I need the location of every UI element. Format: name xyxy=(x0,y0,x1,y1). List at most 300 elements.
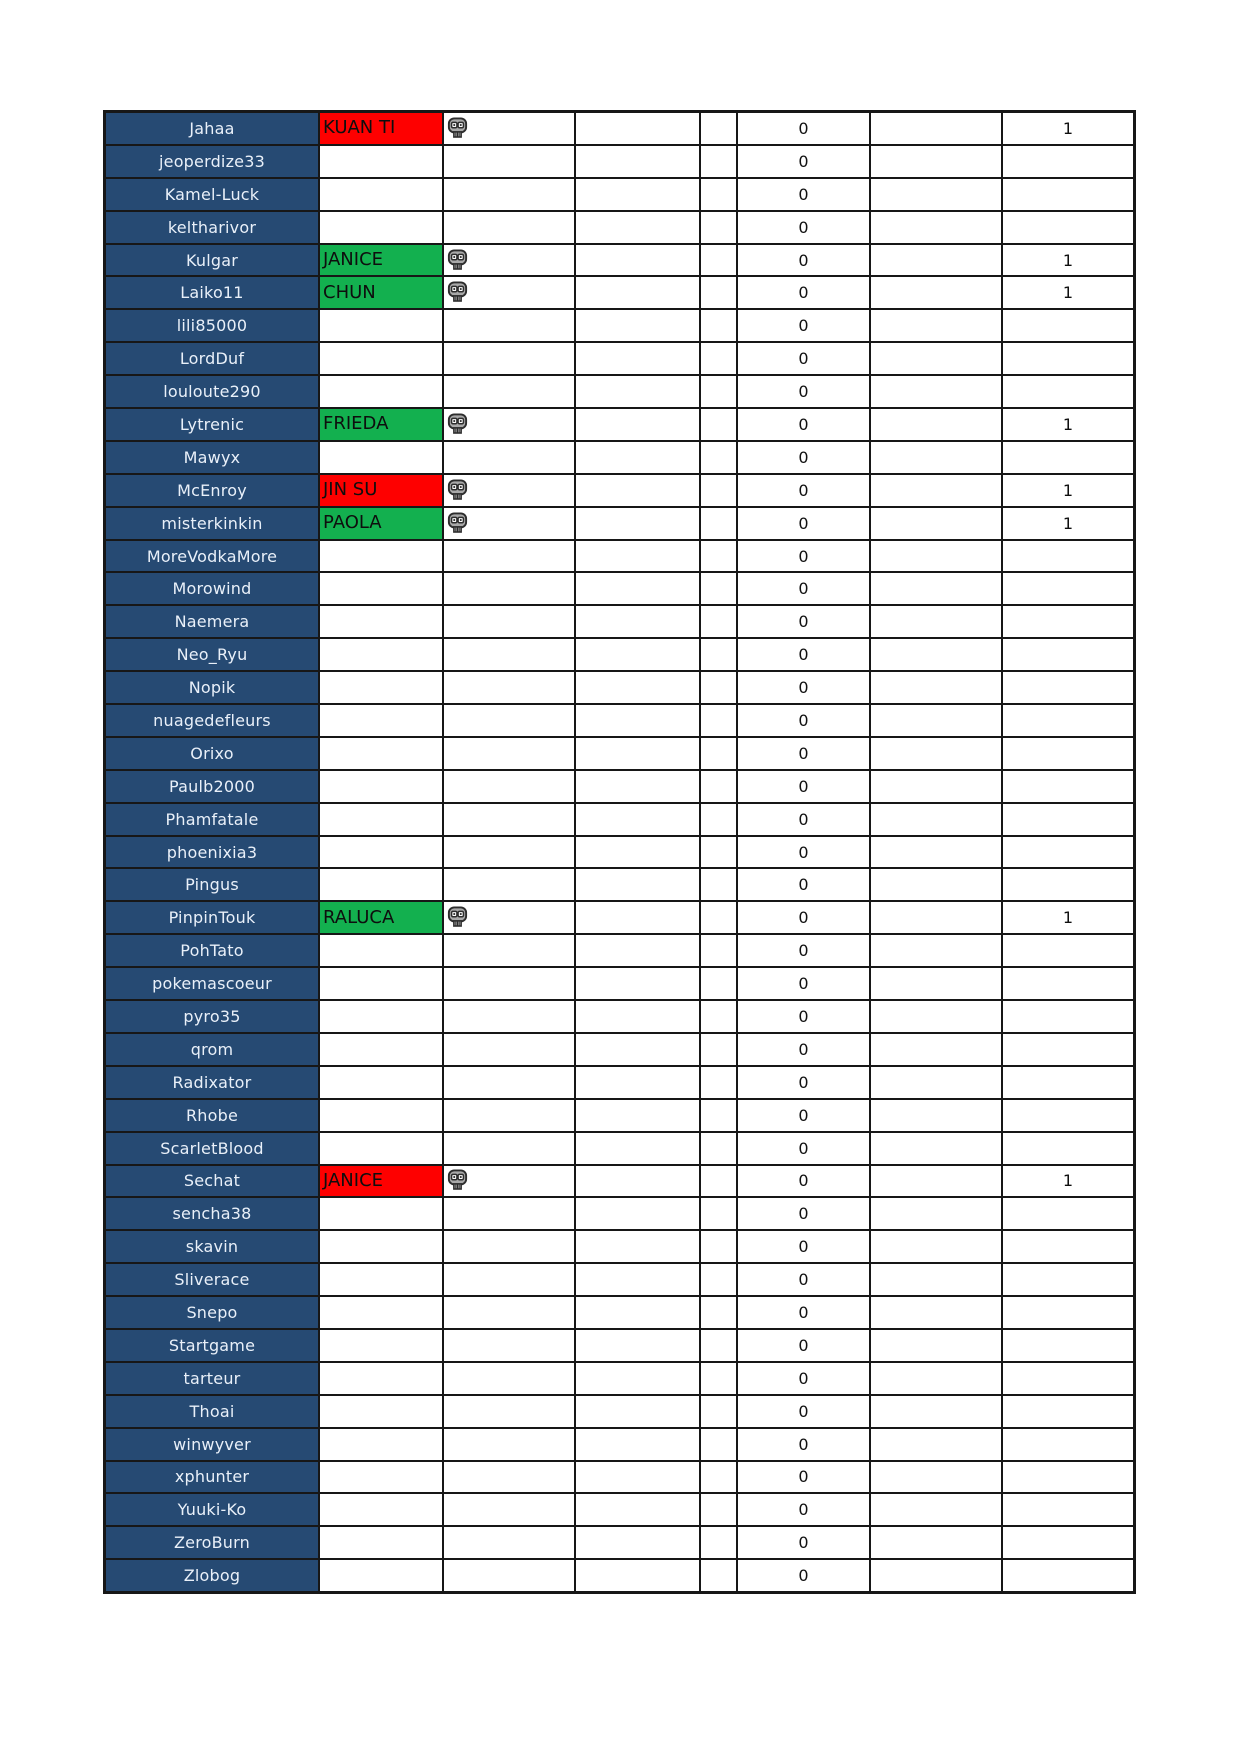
blank-cell-b[interactable] xyxy=(870,1263,1002,1296)
blank-cell-a[interactable] xyxy=(575,1395,700,1428)
blank-cell-a[interactable] xyxy=(575,836,700,869)
skull-cell[interactable] xyxy=(443,112,575,145)
skull-cell[interactable] xyxy=(443,1066,575,1099)
blank-cell-b[interactable] xyxy=(870,803,1002,836)
zero-count-cell[interactable]: 0 xyxy=(737,1165,870,1198)
one-count-cell[interactable] xyxy=(1002,671,1134,704)
blank-cell-a[interactable] xyxy=(575,441,700,474)
blank-cell-b[interactable] xyxy=(870,441,1002,474)
zero-count-cell[interactable]: 0 xyxy=(737,1099,870,1132)
assigned-tag-cell[interactable] xyxy=(319,671,443,704)
one-count-cell[interactable] xyxy=(1002,1395,1134,1428)
skull-cell[interactable] xyxy=(443,967,575,1000)
blank-cell-narrow[interactable] xyxy=(700,507,737,540)
zero-count-cell[interactable]: 0 xyxy=(737,1000,870,1033)
blank-cell-a[interactable] xyxy=(575,1033,700,1066)
blank-cell-narrow[interactable] xyxy=(700,375,737,408)
blank-cell-b[interactable] xyxy=(870,1526,1002,1559)
blank-cell-a[interactable] xyxy=(575,1263,700,1296)
one-count-cell[interactable] xyxy=(1002,178,1134,211)
blank-cell-b[interactable] xyxy=(870,836,1002,869)
assigned-tag-cell[interactable]: JANICE xyxy=(319,1165,443,1198)
blank-cell-b[interactable] xyxy=(870,572,1002,605)
blank-cell-a[interactable] xyxy=(575,901,700,934)
one-count-cell[interactable] xyxy=(1002,540,1134,573)
one-count-cell[interactable]: 1 xyxy=(1002,507,1134,540)
blank-cell-b[interactable] xyxy=(870,1362,1002,1395)
assigned-tag-cell[interactable]: FRIEDA xyxy=(319,408,443,441)
player-name-cell[interactable]: Radixator xyxy=(105,1066,319,1099)
player-name-cell[interactable]: PohTato xyxy=(105,934,319,967)
zero-count-cell[interactable]: 0 xyxy=(737,967,870,1000)
zero-count-cell[interactable]: 0 xyxy=(737,1395,870,1428)
blank-cell-b[interactable] xyxy=(870,1493,1002,1526)
blank-cell-narrow[interactable] xyxy=(700,1197,737,1230)
one-count-cell[interactable] xyxy=(1002,342,1134,375)
player-name-cell[interactable]: McEnroy xyxy=(105,474,319,507)
blank-cell-narrow[interactable] xyxy=(700,868,737,901)
blank-cell-b[interactable] xyxy=(870,1329,1002,1362)
assigned-tag-cell[interactable] xyxy=(319,704,443,737)
skull-cell[interactable] xyxy=(443,605,575,638)
zero-count-cell[interactable]: 0 xyxy=(737,1197,870,1230)
zero-count-cell[interactable]: 0 xyxy=(737,737,870,770)
skull-cell[interactable] xyxy=(443,441,575,474)
zero-count-cell[interactable]: 0 xyxy=(737,342,870,375)
assigned-tag-cell[interactable]: JIN SU xyxy=(319,474,443,507)
one-count-cell[interactable] xyxy=(1002,1526,1134,1559)
player-name-cell[interactable]: Morowind xyxy=(105,572,319,605)
zero-count-cell[interactable]: 0 xyxy=(737,1066,870,1099)
player-name-cell[interactable]: tarteur xyxy=(105,1362,319,1395)
zero-count-cell[interactable]: 0 xyxy=(737,1428,870,1461)
blank-cell-b[interactable] xyxy=(870,408,1002,441)
blank-cell-a[interactable] xyxy=(575,1493,700,1526)
blank-cell-a[interactable] xyxy=(575,1526,700,1559)
player-name-cell[interactable]: Laiko11 xyxy=(105,276,319,309)
assigned-tag-cell[interactable] xyxy=(319,309,443,342)
blank-cell-b[interactable] xyxy=(870,1165,1002,1198)
zero-count-cell[interactable]: 0 xyxy=(737,1362,870,1395)
skull-cell[interactable] xyxy=(443,803,575,836)
player-name-cell[interactable]: sencha38 xyxy=(105,1197,319,1230)
player-name-cell[interactable]: PinpinTouk xyxy=(105,901,319,934)
one-count-cell[interactable] xyxy=(1002,441,1134,474)
zero-count-cell[interactable]: 0 xyxy=(737,770,870,803)
blank-cell-b[interactable] xyxy=(870,1461,1002,1494)
blank-cell-a[interactable] xyxy=(575,211,700,244)
player-name-cell[interactable]: Kulgar xyxy=(105,244,319,277)
assigned-tag-cell[interactable] xyxy=(319,1230,443,1263)
assigned-tag-cell[interactable] xyxy=(319,441,443,474)
blank-cell-b[interactable] xyxy=(870,1132,1002,1165)
skull-cell[interactable] xyxy=(443,1263,575,1296)
skull-cell[interactable] xyxy=(443,934,575,967)
zero-count-cell[interactable]: 0 xyxy=(737,1526,870,1559)
skull-cell[interactable] xyxy=(443,836,575,869)
blank-cell-a[interactable] xyxy=(575,244,700,277)
blank-cell-narrow[interactable] xyxy=(700,244,737,277)
assigned-tag-cell[interactable] xyxy=(319,737,443,770)
blank-cell-a[interactable] xyxy=(575,1362,700,1395)
skull-cell[interactable] xyxy=(443,737,575,770)
assigned-tag-cell[interactable]: CHUN xyxy=(319,276,443,309)
one-count-cell[interactable] xyxy=(1002,1132,1134,1165)
blank-cell-b[interactable] xyxy=(870,276,1002,309)
blank-cell-narrow[interactable] xyxy=(700,671,737,704)
player-name-cell[interactable]: Sliverace xyxy=(105,1263,319,1296)
assigned-tag-cell[interactable] xyxy=(319,1493,443,1526)
skull-cell[interactable] xyxy=(443,868,575,901)
zero-count-cell[interactable]: 0 xyxy=(737,178,870,211)
zero-count-cell[interactable]: 0 xyxy=(737,309,870,342)
assigned-tag-cell[interactable] xyxy=(319,638,443,671)
blank-cell-b[interactable] xyxy=(870,1033,1002,1066)
player-name-cell[interactable]: lili85000 xyxy=(105,309,319,342)
player-name-cell[interactable]: Orixo xyxy=(105,737,319,770)
player-name-cell[interactable]: qrom xyxy=(105,1033,319,1066)
one-count-cell[interactable] xyxy=(1002,145,1134,178)
skull-cell[interactable] xyxy=(443,540,575,573)
assigned-tag-cell[interactable] xyxy=(319,1395,443,1428)
player-name-cell[interactable]: Rhobe xyxy=(105,1099,319,1132)
one-count-cell[interactable] xyxy=(1002,211,1134,244)
blank-cell-narrow[interactable] xyxy=(700,770,737,803)
one-count-cell[interactable]: 1 xyxy=(1002,244,1134,277)
skull-cell[interactable] xyxy=(443,1165,575,1198)
blank-cell-narrow[interactable] xyxy=(700,1165,737,1198)
blank-cell-a[interactable] xyxy=(575,1165,700,1198)
blank-cell-narrow[interactable] xyxy=(700,309,737,342)
blank-cell-narrow[interactable] xyxy=(700,1428,737,1461)
blank-cell-narrow[interactable] xyxy=(700,441,737,474)
blank-cell-b[interactable] xyxy=(870,244,1002,277)
assigned-tag-cell[interactable] xyxy=(319,605,443,638)
zero-count-cell[interactable]: 0 xyxy=(737,244,870,277)
zero-count-cell[interactable]: 0 xyxy=(737,408,870,441)
blank-cell-b[interactable] xyxy=(870,605,1002,638)
player-name-cell[interactable]: LordDuf xyxy=(105,342,319,375)
one-count-cell[interactable]: 1 xyxy=(1002,1165,1134,1198)
skull-cell[interactable] xyxy=(443,638,575,671)
blank-cell-b[interactable] xyxy=(870,737,1002,770)
blank-cell-narrow[interactable] xyxy=(700,276,737,309)
zero-count-cell[interactable]: 0 xyxy=(737,1230,870,1263)
zero-count-cell[interactable]: 0 xyxy=(737,803,870,836)
zero-count-cell[interactable]: 0 xyxy=(737,1132,870,1165)
skull-cell[interactable] xyxy=(443,474,575,507)
blank-cell-a[interactable] xyxy=(575,375,700,408)
skull-cell[interactable] xyxy=(443,572,575,605)
one-count-cell[interactable] xyxy=(1002,309,1134,342)
skull-cell[interactable] xyxy=(443,276,575,309)
one-count-cell[interactable] xyxy=(1002,1230,1134,1263)
blank-cell-a[interactable] xyxy=(575,145,700,178)
zero-count-cell[interactable]: 0 xyxy=(737,1559,870,1592)
blank-cell-a[interactable] xyxy=(575,671,700,704)
blank-cell-narrow[interactable] xyxy=(700,342,737,375)
zero-count-cell[interactable]: 0 xyxy=(737,934,870,967)
blank-cell-narrow[interactable] xyxy=(700,1230,737,1263)
blank-cell-narrow[interactable] xyxy=(700,572,737,605)
one-count-cell[interactable] xyxy=(1002,605,1134,638)
blank-cell-narrow[interactable] xyxy=(700,1461,737,1494)
one-count-cell[interactable] xyxy=(1002,572,1134,605)
blank-cell-narrow[interactable] xyxy=(700,1329,737,1362)
zero-count-cell[interactable]: 0 xyxy=(737,441,870,474)
blank-cell-narrow[interactable] xyxy=(700,1559,737,1592)
skull-cell[interactable] xyxy=(443,1395,575,1428)
zero-count-cell[interactable]: 0 xyxy=(737,836,870,869)
assigned-tag-cell[interactable] xyxy=(319,1329,443,1362)
skull-cell[interactable] xyxy=(443,507,575,540)
one-count-cell[interactable]: 1 xyxy=(1002,408,1134,441)
skull-cell[interactable] xyxy=(443,1493,575,1526)
blank-cell-a[interactable] xyxy=(575,178,700,211)
skull-cell[interactable] xyxy=(443,145,575,178)
assigned-tag-cell[interactable] xyxy=(319,1033,443,1066)
blank-cell-b[interactable] xyxy=(870,901,1002,934)
one-count-cell[interactable] xyxy=(1002,1000,1134,1033)
blank-cell-narrow[interactable] xyxy=(700,934,737,967)
blank-cell-a[interactable] xyxy=(575,1197,700,1230)
blank-cell-a[interactable] xyxy=(575,1428,700,1461)
blank-cell-narrow[interactable] xyxy=(700,1099,737,1132)
skull-cell[interactable] xyxy=(443,770,575,803)
zero-count-cell[interactable]: 0 xyxy=(737,474,870,507)
blank-cell-a[interactable] xyxy=(575,309,700,342)
blank-cell-a[interactable] xyxy=(575,737,700,770)
blank-cell-a[interactable] xyxy=(575,770,700,803)
player-name-cell[interactable]: Phamfatale xyxy=(105,803,319,836)
skull-cell[interactable] xyxy=(443,901,575,934)
assigned-tag-cell[interactable] xyxy=(319,836,443,869)
blank-cell-b[interactable] xyxy=(870,342,1002,375)
player-name-cell[interactable]: Startgame xyxy=(105,1329,319,1362)
player-name-cell[interactable]: Yuuki-Ko xyxy=(105,1493,319,1526)
one-count-cell[interactable] xyxy=(1002,1362,1134,1395)
zero-count-cell[interactable]: 0 xyxy=(737,1493,870,1526)
skull-cell[interactable] xyxy=(443,375,575,408)
assigned-tag-cell[interactable] xyxy=(319,572,443,605)
blank-cell-a[interactable] xyxy=(575,408,700,441)
skull-cell[interactable] xyxy=(443,1526,575,1559)
blank-cell-a[interactable] xyxy=(575,1230,700,1263)
blank-cell-b[interactable] xyxy=(870,1230,1002,1263)
one-count-cell[interactable] xyxy=(1002,1033,1134,1066)
skull-cell[interactable] xyxy=(443,1132,575,1165)
blank-cell-narrow[interactable] xyxy=(700,1296,737,1329)
skull-cell[interactable] xyxy=(443,1329,575,1362)
skull-cell[interactable] xyxy=(443,1559,575,1592)
assigned-tag-cell[interactable] xyxy=(319,1526,443,1559)
assigned-tag-cell[interactable] xyxy=(319,540,443,573)
blank-cell-narrow[interactable] xyxy=(700,474,737,507)
zero-count-cell[interactable]: 0 xyxy=(737,145,870,178)
assigned-tag-cell[interactable] xyxy=(319,1000,443,1033)
blank-cell-a[interactable] xyxy=(575,803,700,836)
assigned-tag-cell[interactable] xyxy=(319,178,443,211)
blank-cell-narrow[interactable] xyxy=(700,803,737,836)
blank-cell-narrow[interactable] xyxy=(700,967,737,1000)
assigned-tag-cell[interactable]: PAOLA xyxy=(319,507,443,540)
blank-cell-narrow[interactable] xyxy=(700,1263,737,1296)
blank-cell-a[interactable] xyxy=(575,540,700,573)
blank-cell-b[interactable] xyxy=(870,1066,1002,1099)
assigned-tag-cell[interactable] xyxy=(319,145,443,178)
assigned-tag-cell[interactable] xyxy=(319,1197,443,1230)
player-name-cell[interactable]: Neo_Ryu xyxy=(105,638,319,671)
zero-count-cell[interactable]: 0 xyxy=(737,540,870,573)
assigned-tag-cell[interactable]: RALUCA xyxy=(319,901,443,934)
player-name-cell[interactable]: Thoai xyxy=(105,1395,319,1428)
zero-count-cell[interactable]: 0 xyxy=(737,704,870,737)
player-name-cell[interactable]: pyro35 xyxy=(105,1000,319,1033)
assigned-tag-cell[interactable] xyxy=(319,1296,443,1329)
blank-cell-b[interactable] xyxy=(870,1197,1002,1230)
blank-cell-a[interactable] xyxy=(575,1132,700,1165)
player-name-cell[interactable]: winwyver xyxy=(105,1428,319,1461)
blank-cell-b[interactable] xyxy=(870,1559,1002,1592)
zero-count-cell[interactable]: 0 xyxy=(737,1033,870,1066)
skull-cell[interactable] xyxy=(443,178,575,211)
skull-cell[interactable] xyxy=(443,1296,575,1329)
blank-cell-b[interactable] xyxy=(870,375,1002,408)
blank-cell-a[interactable] xyxy=(575,1559,700,1592)
blank-cell-a[interactable] xyxy=(575,507,700,540)
one-count-cell[interactable] xyxy=(1002,1263,1134,1296)
skull-cell[interactable] xyxy=(443,1428,575,1461)
blank-cell-narrow[interactable] xyxy=(700,836,737,869)
one-count-cell[interactable] xyxy=(1002,967,1134,1000)
player-name-cell[interactable]: ScarletBlood xyxy=(105,1132,319,1165)
one-count-cell[interactable] xyxy=(1002,1461,1134,1494)
zero-count-cell[interactable]: 0 xyxy=(737,901,870,934)
one-count-cell[interactable] xyxy=(1002,1329,1134,1362)
assigned-tag-cell[interactable] xyxy=(319,211,443,244)
one-count-cell[interactable] xyxy=(1002,1493,1134,1526)
one-count-cell[interactable] xyxy=(1002,868,1134,901)
skull-cell[interactable] xyxy=(443,1461,575,1494)
one-count-cell[interactable] xyxy=(1002,934,1134,967)
assigned-tag-cell[interactable] xyxy=(319,803,443,836)
skull-cell[interactable] xyxy=(443,704,575,737)
blank-cell-narrow[interactable] xyxy=(700,737,737,770)
assigned-tag-cell[interactable] xyxy=(319,375,443,408)
player-name-cell[interactable]: keltharivor xyxy=(105,211,319,244)
blank-cell-a[interactable] xyxy=(575,704,700,737)
blank-cell-narrow[interactable] xyxy=(700,1526,737,1559)
assigned-tag-cell[interactable] xyxy=(319,1099,443,1132)
player-name-cell[interactable]: Sechat xyxy=(105,1165,319,1198)
blank-cell-a[interactable] xyxy=(575,342,700,375)
zero-count-cell[interactable]: 0 xyxy=(737,605,870,638)
blank-cell-narrow[interactable] xyxy=(700,704,737,737)
skull-cell[interactable] xyxy=(443,1099,575,1132)
one-count-cell[interactable] xyxy=(1002,1559,1134,1592)
blank-cell-a[interactable] xyxy=(575,474,700,507)
blank-cell-narrow[interactable] xyxy=(700,1132,737,1165)
blank-cell-b[interactable] xyxy=(870,112,1002,145)
assigned-tag-cell[interactable] xyxy=(319,934,443,967)
player-name-cell[interactable]: Kamel-Luck xyxy=(105,178,319,211)
blank-cell-a[interactable] xyxy=(575,967,700,1000)
blank-cell-b[interactable] xyxy=(870,540,1002,573)
player-name-cell[interactable]: MoreVodkaMore xyxy=(105,540,319,573)
player-name-cell[interactable]: nuagedefleurs xyxy=(105,704,319,737)
skull-cell[interactable] xyxy=(443,211,575,244)
blank-cell-a[interactable] xyxy=(575,572,700,605)
one-count-cell[interactable] xyxy=(1002,737,1134,770)
blank-cell-a[interactable] xyxy=(575,934,700,967)
skull-cell[interactable] xyxy=(443,1197,575,1230)
one-count-cell[interactable] xyxy=(1002,1099,1134,1132)
skull-cell[interactable] xyxy=(443,309,575,342)
one-count-cell[interactable] xyxy=(1002,638,1134,671)
blank-cell-a[interactable] xyxy=(575,638,700,671)
player-name-cell[interactable]: louloute290 xyxy=(105,375,319,408)
skull-cell[interactable] xyxy=(443,1230,575,1263)
zero-count-cell[interactable]: 0 xyxy=(737,375,870,408)
blank-cell-narrow[interactable] xyxy=(700,901,737,934)
skull-cell[interactable] xyxy=(443,671,575,704)
skull-cell[interactable] xyxy=(443,1000,575,1033)
blank-cell-narrow[interactable] xyxy=(700,1000,737,1033)
zero-count-cell[interactable]: 0 xyxy=(737,868,870,901)
blank-cell-b[interactable] xyxy=(870,1099,1002,1132)
blank-cell-b[interactable] xyxy=(870,1000,1002,1033)
assigned-tag-cell[interactable] xyxy=(319,1066,443,1099)
blank-cell-b[interactable] xyxy=(870,145,1002,178)
zero-count-cell[interactable]: 0 xyxy=(737,1461,870,1494)
blank-cell-narrow[interactable] xyxy=(700,408,737,441)
assigned-tag-cell[interactable] xyxy=(319,1428,443,1461)
blank-cell-b[interactable] xyxy=(870,211,1002,244)
one-count-cell[interactable] xyxy=(1002,1428,1134,1461)
blank-cell-b[interactable] xyxy=(870,1296,1002,1329)
assigned-tag-cell[interactable] xyxy=(319,342,443,375)
zero-count-cell[interactable]: 0 xyxy=(737,507,870,540)
player-name-cell[interactable]: phoenixia3 xyxy=(105,836,319,869)
zero-count-cell[interactable]: 0 xyxy=(737,1263,870,1296)
blank-cell-b[interactable] xyxy=(870,638,1002,671)
blank-cell-b[interactable] xyxy=(870,1395,1002,1428)
assigned-tag-cell[interactable] xyxy=(319,1263,443,1296)
skull-cell[interactable] xyxy=(443,342,575,375)
player-name-cell[interactable]: Nopik xyxy=(105,671,319,704)
blank-cell-a[interactable] xyxy=(575,1329,700,1362)
assigned-tag-cell[interactable]: KUAN TI xyxy=(319,112,443,145)
blank-cell-narrow[interactable] xyxy=(700,605,737,638)
blank-cell-narrow[interactable] xyxy=(700,1362,737,1395)
blank-cell-a[interactable] xyxy=(575,1000,700,1033)
blank-cell-a[interactable] xyxy=(575,868,700,901)
blank-cell-narrow[interactable] xyxy=(700,112,737,145)
player-name-cell[interactable]: misterkinkin xyxy=(105,507,319,540)
blank-cell-a[interactable] xyxy=(575,1296,700,1329)
player-name-cell[interactable]: Snepo xyxy=(105,1296,319,1329)
blank-cell-a[interactable] xyxy=(575,605,700,638)
player-name-cell[interactable]: ZeroBurn xyxy=(105,1526,319,1559)
player-name-cell[interactable]: pokemascoeur xyxy=(105,967,319,1000)
blank-cell-narrow[interactable] xyxy=(700,1066,737,1099)
zero-count-cell[interactable]: 0 xyxy=(737,1329,870,1362)
one-count-cell[interactable]: 1 xyxy=(1002,901,1134,934)
skull-cell[interactable] xyxy=(443,1362,575,1395)
player-name-cell[interactable]: Mawyx xyxy=(105,441,319,474)
blank-cell-b[interactable] xyxy=(870,934,1002,967)
blank-cell-narrow[interactable] xyxy=(700,178,737,211)
